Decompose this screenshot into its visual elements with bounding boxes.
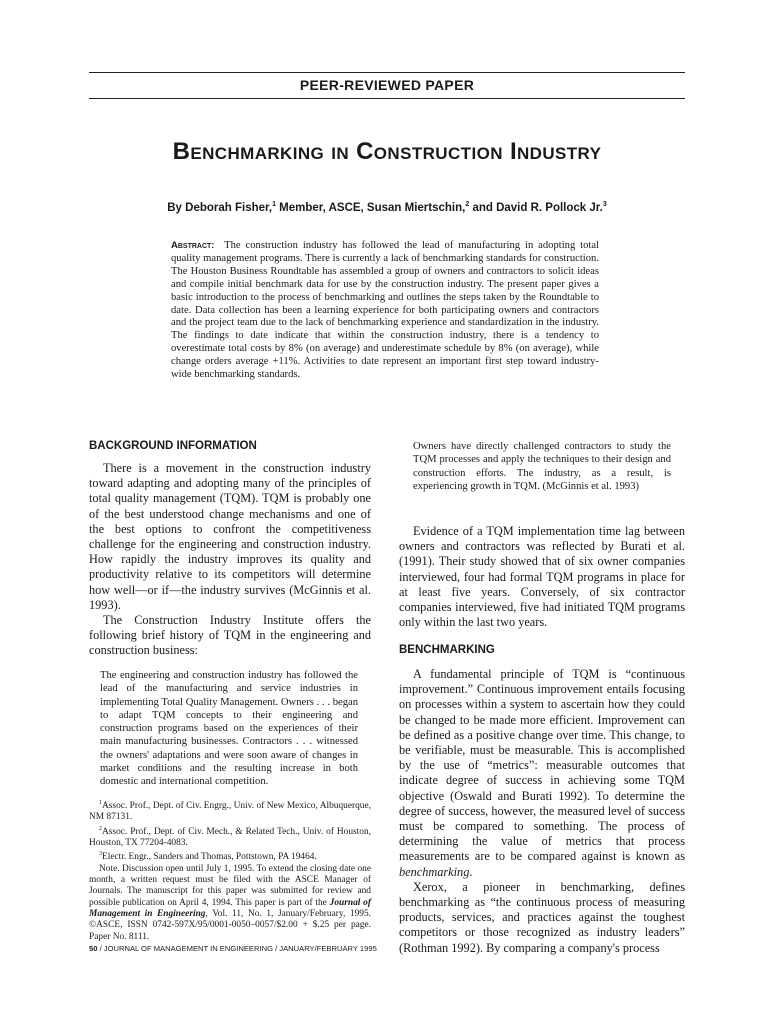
running-footer: / JOURNAL OF MANAGEMENT IN ENGINEERING / JANUARY/FEBRUARY 1995 <box>97 944 377 953</box>
right-body-text-1 <box>399 524 685 630</box>
editorial-note: Note. Discussion open until July 1, 1995. To extend the closing date one month, a written request must be filed with the ASCE Manager of Journals. The manuscript for this paper was submitted for review and possible publication on April 4, 1994. This paper is part of the Journal of Management in Engineering, Vol. 11, No. 1, January/February, 1995. ©ASCE, ISSN 0742-597X/95/0001-0050–0057/$2.00 + $.25 per page. Paper No. 8111. <box>89 863 371 942</box>
footnote-2: $^2$Assoc. Prof., Dept. of Civ. Mech., & Related Tech., Univ. of Houston, Houston, TX 77204-4083. <box>89 825 371 849</box>
abstract-label: Abstract: <box>171 240 215 251</box>
left-body-text <box>89 461 371 659</box>
section-heading-benchmarking: BENCHMARKING <box>399 644 495 656</box>
block-quote: The engineering and construction industry has followed the lead of the manufacturing and service industries in implementing Total Quality Management. Owners . . . began to adapt TQM concepts to their engineering and construction programs based on the experiences of their main manufacturing businesses. Contractors . . . witnessed the owners' adaptations and were soon aware of changes in market conditions and the resulting increase in both domestic and international competition. <box>100 670 358 788</box>
page-number: 50 <box>89 944 98 953</box>
footnote-marker: 2 <box>99 825 102 832</box>
paragraph: There is a movement in the construction industry toward adapting and adopting many of the principles of total quality management (TQM). TQM is probably one of the best understood change mechanisms and one of the best options to confront the competitiveness challenge for the engineering and construction industry. How rapidly the industry improves its quality and productivity relative to its competitors will determine how well—or if—the industry survives (McGinnis et al. 1993). <box>89 461 371 612</box>
section-heading-background: BACKGROUND INFORMATION <box>89 440 257 452</box>
right-block-quote: Owners have directly challenged contractors to study the TQM processes and apply the techniques to their design and construction efforts. The industry, as a result, is experiencing growth in TQM. (McGinnis et al. 1993) <box>413 441 671 492</box>
author-sup-2: 2 <box>465 201 470 208</box>
footnote-marker: 1 <box>99 800 102 806</box>
emphasized-term: benchmarking <box>399 864 470 879</box>
footnote-3: $^3$Electr. Engr., Sanders and Thomas, Pottstown, PA 19464. <box>99 851 317 863</box>
author-sup-3: 3 <box>602 201 607 208</box>
abstract-text: The construction industry has followed the lead of manufacturing in adopting total quality management programs. There is currently a lack of benchmarking standards for construction. The Houston Business Roundtable has assembled a group of owners and contractors to solicit ideas and compile initial benchmark data for use by the construction industry. The present paper gives a basic introduction to the process of benchmarking and outlines the steps taken by the Roundtable to date. Data collection has been a learning experience for both participating owners and contractors and the project team due to the lack of benchmarking experience and standardization in the industry. The findings to date indicate that within the construction industry, there is a tendency to overestimate total costs by 8% (on average) and underestimate schedule by 8% (on average), while change orders average +11%. Activities to date represent an important first step toward industry-wide benchmarking standards. <box>171 240 599 381</box>
paper-title: Benchmarking in Construction Industry <box>172 138 602 165</box>
paragraph: A fundamental principle of TQM is “continuous improvement.” Continuous improvement entails focusing on processes within a system to ascertain how they could be changed to be made more efficient. Improvement can be defined as a positive change over time. This change, to be verifiable, must be measurable. This is accomplished by the use of “metrics”: measurable outcomes that indicate degree of success in achieving some TQM objective (Oswald and Burati 1992). To determine the degree of success, however, the measured level of success must be compared to something. The process of determining the value of metrics that process measurements are to be compared against is known as benchmarking. <box>399 667 685 879</box>
paragraph: Xerox, a pioneer in benchmarking, defines benchmarking as “the continuous process of measuring products, services, and practices against the toughest competitors or those recognized as industry leaders” (Rothman 1992). By comparing a company's process <box>399 879 685 955</box>
header-top-rule <box>89 72 685 73</box>
page-footer <box>89 944 377 953</box>
paragraph: Evidence of a TQM implementation time lag between owners and contractors was reflected by Burati et al. (1991). Their study showed that of six owner companies interviewed, four had formal TQM programs in place for at least five years. Conversely, of six contractor companies interviewed, five had initiated TQM programs only within the last two years. <box>399 524 685 630</box>
author-sup-1: 1 <box>272 201 276 208</box>
abstract <box>171 240 599 382</box>
author-text-3: and David R. Pollock Jr. <box>469 201 603 214</box>
footnote-1: $^1$Assoc. Prof., Dept. of Civ. Engrg., Univ. of New Mexico, Albuquerque, NM 87131. <box>89 800 371 823</box>
journal-name: Journal of Management in Engineering <box>89 897 371 920</box>
footnotes <box>89 798 371 943</box>
paragraph: The Construction Industry Institute offers the following brief history of TQM in the engineering and construction business: <box>89 613 371 658</box>
author-text-2: Member, ASCE, Susan Miertschin, <box>275 201 466 214</box>
section-label: PEER-REVIEWED PAPER <box>299 77 475 93</box>
footnote-marker: 3 <box>99 851 102 858</box>
author-line <box>89 201 685 214</box>
author-text-1: By Deborah Fisher, <box>167 201 273 214</box>
header-bottom-rule <box>89 98 685 99</box>
right-body-text-2 <box>399 667 685 956</box>
